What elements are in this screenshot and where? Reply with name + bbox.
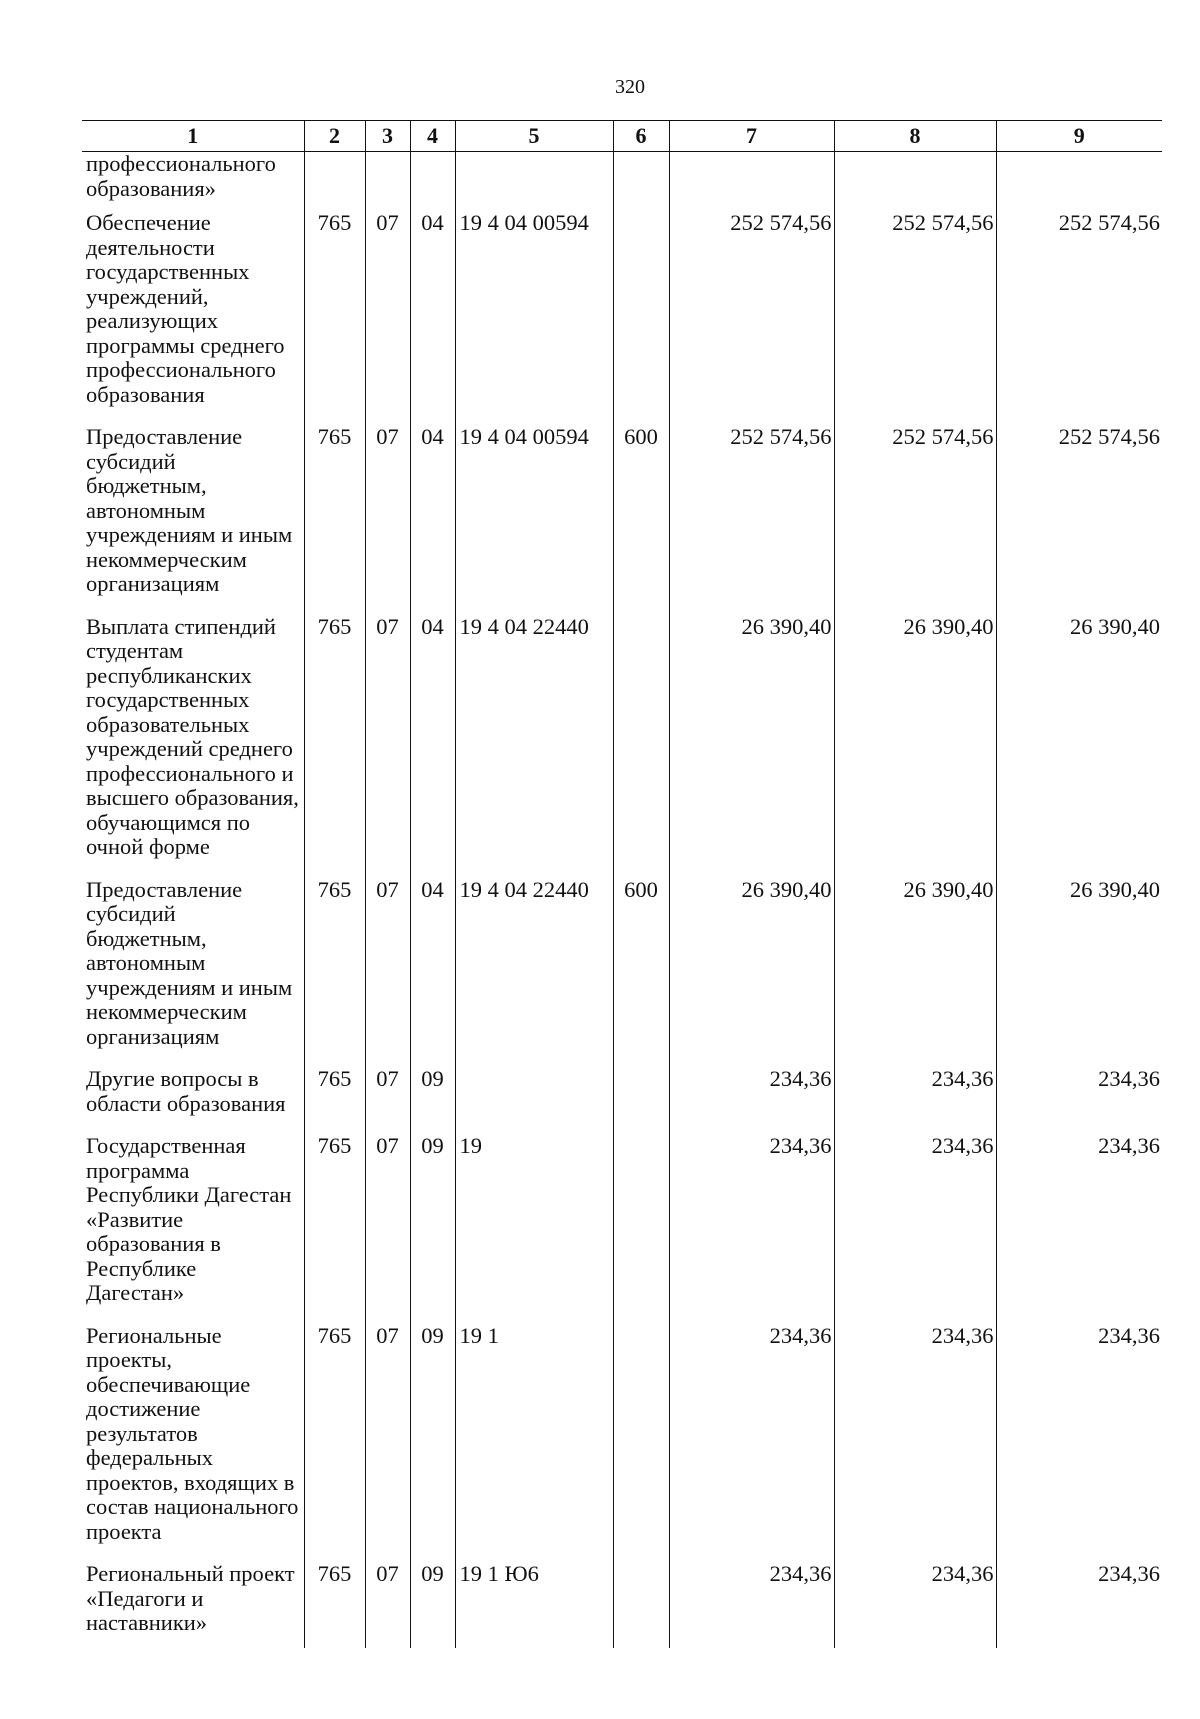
row-target-article: 19 (455, 1134, 613, 1324)
header-col-4: 4 (410, 121, 455, 152)
row-expense-type (613, 615, 669, 878)
row-amount-7: 234,36 (669, 1562, 834, 1648)
row-target-article (455, 152, 613, 212)
row-name: Государственная программа Республики Дагестан «Развитие образования в Республике Дагестан» (86, 1133, 292, 1305)
row-name: Предоставление субсидий бюджетным, автономным учреждениям и иным некоммерческим организациям (86, 424, 293, 596)
row-target-article: 19 4 04 22440 (455, 615, 613, 878)
header-col-5: 5 (455, 121, 613, 152)
table-row (82, 615, 1162, 878)
row-name: Региональные проекты, обеспечивающие достижение результатов федеральных проектов, входящих в состав национального проекта (86, 1322, 299, 1544)
row-expense-type: 600 (613, 425, 669, 615)
row-target-article: 19 4 04 22440 (455, 878, 613, 1068)
table-row (82, 211, 1162, 425)
row-amount-8: 26 390,40 (834, 878, 996, 1068)
row-amount-8: 234,36 (834, 1134, 996, 1324)
row-target-article: 19 4 04 00594 (455, 425, 613, 615)
row-amount-7: 26 390,40 (669, 878, 834, 1068)
header-col-8: 8 (834, 121, 996, 152)
row-section: 07 (365, 1067, 410, 1134)
row-ministry-code: 765 (304, 878, 365, 1068)
table-row (82, 1067, 1162, 1134)
row-subsection: 09 (410, 1134, 455, 1324)
row-expense-type (613, 1324, 669, 1563)
row-amount-9 (996, 152, 1162, 212)
table-row (82, 152, 1162, 212)
row-subsection: 04 (410, 211, 455, 425)
row-amount-8 (834, 152, 996, 212)
row-amount-8: 234,36 (834, 1067, 996, 1134)
table-row (82, 1134, 1162, 1324)
header-row (82, 121, 1162, 152)
row-name: Обеспечение деятельности государственных учреждений, реализующих программы среднего профессионального образования (86, 210, 285, 407)
row-amount-9: 252 574,56 (996, 211, 1162, 425)
row-amount-9: 234,36 (996, 1324, 1162, 1563)
budget-table (82, 120, 1162, 1648)
row-subsection: 04 (410, 878, 455, 1068)
row-amount-7: 26 390,40 (669, 615, 834, 878)
row-section: 07 (365, 1134, 410, 1324)
row-target-article: 19 1 (455, 1324, 613, 1563)
row-ministry-code: 765 (304, 425, 365, 615)
row-amount-8: 234,36 (834, 1562, 996, 1648)
row-subsection: 09 (410, 1562, 455, 1648)
row-name: профессионального образования» (86, 151, 276, 201)
row-subsection: 09 (410, 1324, 455, 1563)
header-col-2: 2 (304, 121, 365, 152)
row-ministry-code (304, 152, 365, 212)
row-amount-7 (669, 152, 834, 212)
row-expense-type (613, 1134, 669, 1324)
table-row (82, 1562, 1162, 1648)
row-expense-type (613, 152, 669, 212)
row-expense-type: 600 (613, 878, 669, 1068)
row-target-article: 19 1 Ю6 (455, 1562, 613, 1648)
header-col-9: 9 (996, 121, 1162, 152)
row-section (365, 152, 410, 212)
row-name: Региональный проект «Педагоги и наставники» (86, 1561, 295, 1635)
row-amount-8: 234,36 (834, 1324, 996, 1563)
header-col-1: 1 (82, 121, 304, 152)
row-amount-7: 234,36 (669, 1324, 834, 1563)
row-ministry-code: 765 (304, 615, 365, 878)
row-target-article: 19 4 04 00594 (455, 211, 613, 425)
row-amount-9: 234,36 (996, 1067, 1162, 1134)
row-subsection (410, 152, 455, 212)
table-row (82, 1324, 1162, 1563)
row-ministry-code: 765 (304, 1067, 365, 1134)
row-section: 07 (365, 211, 410, 425)
row-amount-9: 234,36 (996, 1134, 1162, 1324)
row-amount-7: 252 574,56 (669, 211, 834, 425)
row-expense-type (613, 1562, 669, 1648)
row-amount-9: 26 390,40 (996, 878, 1162, 1068)
row-ministry-code: 765 (304, 1562, 365, 1648)
header-col-6: 6 (613, 121, 669, 152)
row-expense-type (613, 1067, 669, 1134)
row-section: 07 (365, 878, 410, 1068)
row-section: 07 (365, 425, 410, 615)
row-amount-9: 252 574,56 (996, 425, 1162, 615)
row-ministry-code: 765 (304, 1134, 365, 1324)
row-name: Выплата стипендий студентам республиканских государственных образовательных учреждений среднего профессионального и высшего образования, обучающимся по очной форме (86, 613, 299, 859)
row-subsection: 04 (410, 615, 455, 878)
row-expense-type (613, 211, 669, 425)
row-subsection: 04 (410, 425, 455, 615)
row-section: 07 (365, 1562, 410, 1648)
row-amount-8: 26 390,40 (834, 615, 996, 878)
row-amount-9: 234,36 (996, 1562, 1162, 1648)
page-number: 320 (615, 76, 645, 98)
row-amount-8: 252 574,56 (834, 211, 996, 425)
row-ministry-code: 765 (304, 1324, 365, 1563)
row-amount-7: 252 574,56 (669, 425, 834, 615)
row-amount-8: 252 574,56 (834, 425, 996, 615)
row-subsection: 09 (410, 1067, 455, 1134)
table-row (82, 425, 1162, 615)
header-col-7: 7 (669, 121, 834, 152)
row-section: 07 (365, 1324, 410, 1563)
row-amount-7: 234,36 (669, 1134, 834, 1324)
row-target-article (455, 1067, 613, 1134)
row-section: 07 (365, 615, 410, 878)
row-amount-7: 234,36 (669, 1067, 834, 1134)
row-name: Предоставление субсидий бюджетным, автономным учреждениям и иным некоммерческим организациям (86, 876, 293, 1049)
row-ministry-code: 765 (304, 211, 365, 425)
header-col-3: 3 (365, 121, 410, 152)
row-name: Другие вопросы в области образования (86, 1066, 286, 1116)
row-amount-9: 26 390,40 (996, 615, 1162, 878)
table-row (82, 878, 1162, 1068)
